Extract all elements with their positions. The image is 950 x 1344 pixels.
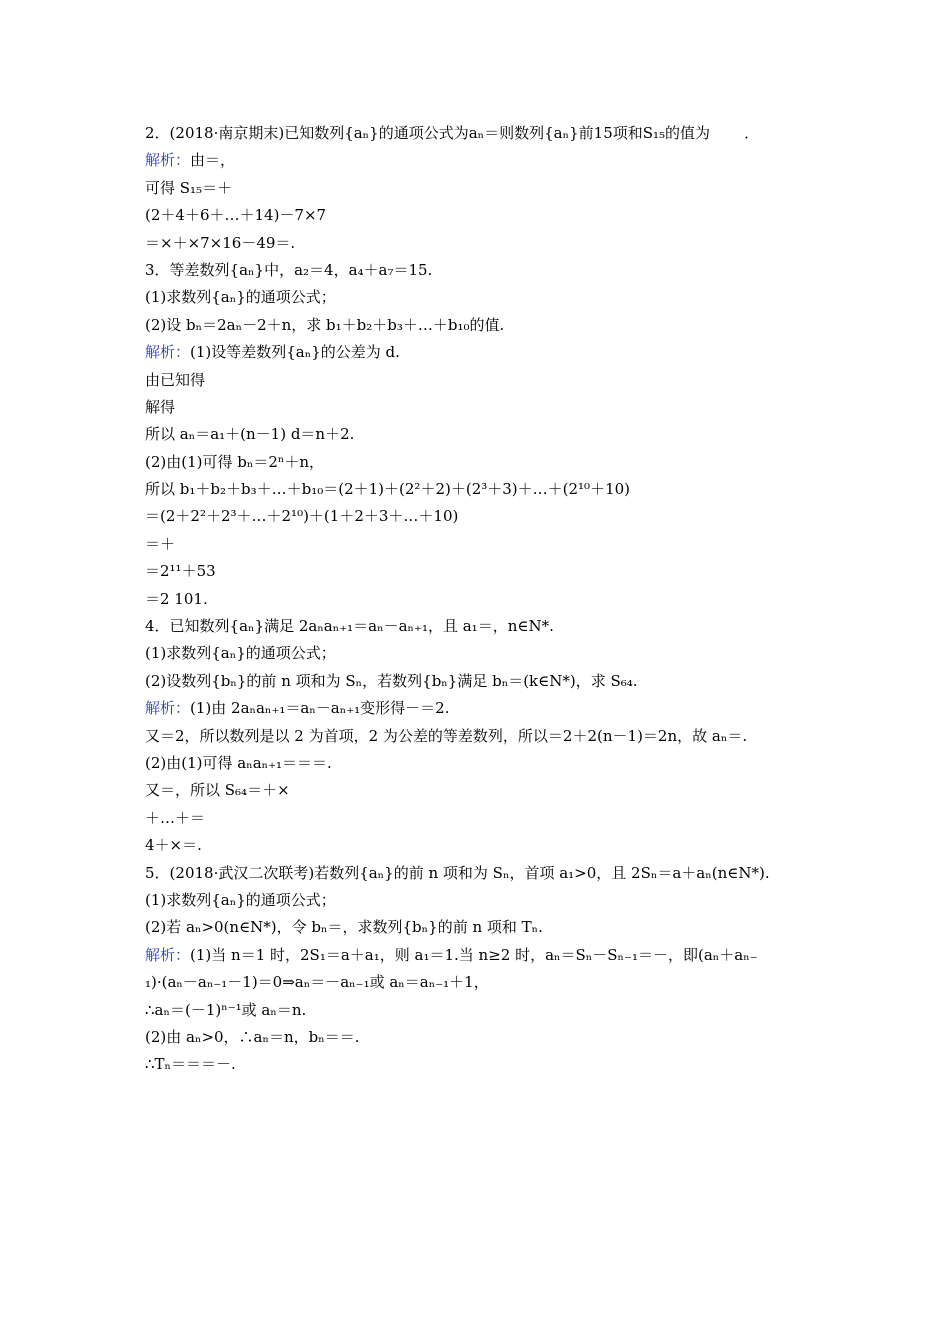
line-text: (2)由(1)可得 bₙ＝2ⁿ＋n，: [145, 452, 325, 471]
text-line: [145, 1051, 825, 1078]
solution-line: [145, 339, 825, 366]
line-text: (2＋4＋6＋…＋14)－7×7: [145, 206, 327, 225]
line-text: 所以 b₁＋b₂＋b₃＋…＋b₁₀＝(2＋1)＋(2²＋2)＋(2³＋3)＋…＋(2¹⁰＋10): [145, 480, 631, 499]
line-text: (2)由 aₙ>0，∴aₙ＝n，bₙ＝＝.: [145, 1027, 360, 1046]
question-line: [145, 860, 825, 887]
solution-label: 解析：: [145, 343, 191, 362]
text-line: [145, 175, 825, 202]
document-body: [145, 120, 825, 1079]
line-text: 4＋×＝.: [145, 836, 202, 855]
text-line: [145, 202, 825, 229]
text-line: [145, 832, 825, 859]
line-text: 3．等差数列{aₙ}中，a₂＝4，a₄＋a₇＝15.: [145, 260, 433, 279]
line-text: 4．已知数列{aₙ}满足 2aₙaₙ₊₁＝aₙ－aₙ₊₁，且 a₁＝，n∈N*.: [145, 617, 554, 636]
line-text: 2．(2018·南京期末)已知数列{aₙ}的通项公式为aₙ＝则数列{aₙ}前15项和S₁₅的值为: [145, 124, 711, 142]
line-text: 又＝，所以 S₆₄＝＋×: [145, 781, 290, 800]
line-text: ₁)·(aₙ－aₙ₋₁－1)＝0⇒aₙ＝－aₙ₋₁或 aₙ＝aₙ₋₁＋1，: [145, 973, 489, 992]
text-line: [145, 230, 825, 257]
text-line: [145, 668, 825, 695]
line-text: ＝(2＋2²＋2³＋…＋2¹⁰)＋(1＋2＋3＋…＋10): [145, 507, 459, 526]
line-text: 由已知得: [145, 370, 206, 389]
line-text: (1)求数列{aₙ}的通项公式；: [145, 890, 336, 909]
line-text: ＝2¹¹＋53: [145, 562, 216, 581]
text-line: [145, 558, 825, 585]
question-line: [145, 257, 825, 284]
line-text: (2)若 aₙ>0(n∈N*)，令 bₙ＝，求数列{bₙ}的前 n 项和 Tₙ.: [145, 918, 543, 937]
line-text: ＝×＋×7×16－49＝.: [145, 233, 296, 252]
text-line: [145, 750, 825, 777]
text-line: [145, 531, 825, 558]
line-text: (1)设等差数列{aₙ}的公差为 d.: [190, 343, 400, 362]
text-line: [145, 312, 825, 339]
text-line: [145, 476, 825, 503]
solution-label: 解析：: [145, 945, 191, 964]
solution-line: [145, 695, 825, 722]
line-text: (2)设 bₙ＝2aₙ－2＋n，求 b₁＋b₂＋b₃＋…＋b₁₀的值.: [145, 315, 505, 334]
text-line: [145, 284, 825, 311]
text-line: [145, 120, 825, 147]
text-line: [145, 887, 825, 914]
line-text: 所以 aₙ＝a₁＋(n－1) d＝n＋2.: [145, 425, 355, 444]
line-text: (1)求数列{aₙ}的通项公式；: [145, 644, 336, 663]
question-line: [145, 613, 825, 640]
text-line: [145, 777, 825, 804]
line-text: 由＝，: [190, 151, 236, 170]
line-text: 5．(2018·武汉二次联考)若数列{aₙ}的前 n 项和为 Sₙ，首项 a₁>0，且 2Sₙ＝a＋aₙ(n∈N*).: [145, 863, 770, 882]
text-line: [145, 586, 825, 613]
solution-label: 解析：: [145, 151, 191, 170]
text-line: [145, 1024, 825, 1051]
text-line: [145, 914, 825, 941]
line-text: ．: [744, 124, 760, 142]
line-text: ∴aₙ＝(－1)ⁿ⁻¹或 aₙ＝n.: [145, 1000, 307, 1019]
line-text: ＋…＋＝: [145, 808, 206, 827]
line-text: (1)当 n＝1 时，2S₁＝a＋a₁，则 a₁＝1.当 n≥2 时，aₙ＝Sₙ－Sₙ₋₁＝－，即(aₙ＋aₙ₋: [190, 945, 758, 964]
line-text: (1)由 2aₙaₙ₊₁＝aₙ－aₙ₊₁变形得－＝2.: [190, 699, 450, 718]
line-text: ∴Tₙ＝＝＝－.: [145, 1055, 236, 1074]
text-line: [145, 394, 825, 421]
solution-label: 解析：: [145, 699, 191, 718]
line-text: 解得: [145, 397, 176, 416]
line-text: 可得 S₁₅＝＋: [145, 178, 233, 197]
line-text: 又＝2，所以数列是以 2 为首项，2 为公差的等差数列，所以＝2＋2(n－1)＝2n，故 aₙ＝.: [145, 726, 748, 745]
line-text: ＝＋: [145, 534, 176, 553]
line-text: (1)求数列{aₙ}的通项公式；: [145, 288, 336, 307]
text-line: [145, 449, 825, 476]
line-text: (2)由(1)可得 aₙaₙ₊₁＝＝＝.: [145, 753, 332, 772]
text-line: [145, 805, 825, 832]
text-line: [145, 640, 825, 667]
text-line: [145, 503, 825, 530]
solution-line: [145, 147, 825, 174]
text-line: [145, 367, 825, 394]
text-line: [145, 969, 825, 996]
line-text: (2)设数列{bₙ}的前 n 项和为 Sₙ，若数列{bₙ}满足 bₙ＝(k∈N*)，求 S₆₄.: [145, 671, 638, 690]
solution-line: [145, 942, 825, 969]
text-line: [145, 723, 825, 750]
text-line: [145, 997, 825, 1024]
text-line: [145, 421, 825, 448]
line-text: ＝2 101.: [145, 589, 208, 608]
